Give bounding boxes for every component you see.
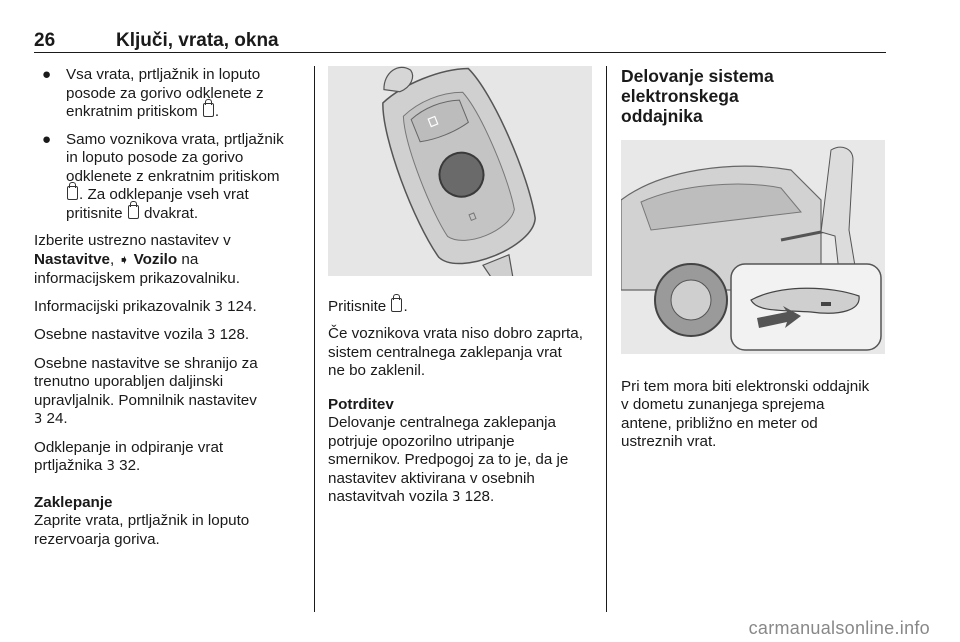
text-line: posode za gorivo odklenete z <box>66 84 264 102</box>
text-line: rezervoarja goriva. <box>34 530 160 548</box>
page-reference[interactable]: 24. <box>46 410 68 427</box>
page-header <box>34 22 886 52</box>
page-reference-icon: 3 <box>214 299 223 315</box>
bullet-item <box>34 131 306 224</box>
paragraph <box>34 512 306 549</box>
text-line: Če voznikova vrata niso dobro zaprta, <box>328 325 583 342</box>
page-reference[interactable]: 128. <box>464 488 495 505</box>
text-line: upravljalnik. Pomnilnik nastavitev <box>34 391 257 409</box>
text-line: Vsa vrata, prtljažnik in loputo <box>66 66 261 83</box>
menu-term: Nastavitve <box>34 250 110 268</box>
car-door-handle-illustration <box>621 140 885 354</box>
page-number: 26 <box>34 30 56 51</box>
paragraph <box>34 298 306 318</box>
text-line: v dometu zunanjega sprejema <box>621 396 825 413</box>
page-reference-icon: 3 <box>452 490 461 505</box>
chapter-title: Ključi, vrata, okna <box>116 30 279 51</box>
paragraph <box>621 378 891 452</box>
lock-button-icon <box>391 298 402 312</box>
text-line: smernikov. Predpogoj za to je, da je <box>328 451 569 468</box>
text-line: Samo voznikova vrata, prtljažnik <box>66 130 284 148</box>
text-line: dvakrat. <box>144 204 199 222</box>
paragraph <box>34 439 306 477</box>
text-line: Pritisnite <box>328 297 387 315</box>
section-heading <box>621 66 891 126</box>
text-line: Osebne nastavitve vozila <box>34 326 203 343</box>
text-line: Zaprite vrata, prtljažnik in loputo <box>34 512 250 529</box>
watermark: carmanualsonline.info <box>748 618 930 638</box>
page-reference[interactable]: 32. <box>119 457 141 474</box>
key-fob-illustration <box>328 66 592 276</box>
text-line: Odklepanje in odpiranje vrat <box>34 438 224 456</box>
text-line: Delovanje centralnega zaklepanja <box>328 414 556 431</box>
unlock-button-icon <box>203 103 214 117</box>
header-rule <box>34 52 886 53</box>
column-divider-2 <box>606 66 607 612</box>
text-line: prtljažnika <box>34 457 103 474</box>
text-line: Izberite ustrezno nastavitev v <box>34 232 231 249</box>
page-reference-icon: 3 <box>106 459 115 474</box>
bullet-item <box>34 66 306 122</box>
page-reference[interactable]: 128. <box>219 326 250 343</box>
paragraph <box>34 355 306 430</box>
text-line: nastavitvah vozila <box>328 488 448 505</box>
paragraph <box>34 326 306 346</box>
text-line: enkratnim pritiskom <box>66 103 198 120</box>
text-line: sistem centralnega zaklepanja vrat <box>328 343 562 361</box>
paragraph <box>34 232 306 289</box>
text-line: informacijskem prikazovalniku. <box>34 270 240 287</box>
text-line: , <box>109 250 115 268</box>
text-line: na <box>177 250 199 268</box>
section-heading: Zaklepanje <box>34 493 113 511</box>
paragraph <box>328 298 600 317</box>
section-heading: Potrditev <box>328 395 394 413</box>
page-reference[interactable]: 124. <box>227 297 257 315</box>
text-line: trenutno uporabljen daljinski <box>34 373 224 390</box>
menu-arrow-icon: ➧ <box>118 252 130 268</box>
text-line: nastavitev aktivirana v osebnih <box>328 469 535 487</box>
left-column <box>34 66 306 549</box>
text-line: ustreznih vrat. <box>621 433 717 450</box>
heading-line: Delovanje sistema elektronskega <box>621 66 774 106</box>
text-line: Informacijski prikazovalnik <box>34 297 211 315</box>
text-line: . Za odklepanje vseh vrat <box>79 186 249 203</box>
text-line: . <box>403 297 408 315</box>
page-reference-icon: 3 <box>34 412 43 427</box>
paragraph <box>328 325 600 381</box>
text-line: . <box>214 103 220 120</box>
text-line: pritisnite <box>66 204 123 222</box>
heading-line: oddajnika <box>621 106 703 126</box>
bullet-dot: ● <box>42 66 52 83</box>
right-column <box>621 66 891 452</box>
text-line: Osebne nastavitve se shranijo za <box>34 354 258 372</box>
bullet-dot: ● <box>42 130 52 148</box>
text-line: in loputo posode za gorivo <box>66 149 244 166</box>
text-line: odklenete z enkratnim pritiskom <box>66 167 280 185</box>
column-divider-1 <box>314 66 315 612</box>
text-line: potrjuje opozorilno utripanje <box>328 432 515 450</box>
unlock-button-icon <box>67 186 78 200</box>
middle-column <box>328 66 600 508</box>
text-line: Pri tem mora biti elektronski oddajnik <box>621 377 870 395</box>
text-line: antene, približno en meter od <box>621 414 818 432</box>
unlock-button-icon <box>128 205 139 219</box>
paragraph <box>328 414 600 508</box>
page-reference-icon: 3 <box>207 328 216 343</box>
text-line: ne bo zaklenil. <box>328 362 426 379</box>
menu-term: Vozilo <box>133 250 178 268</box>
